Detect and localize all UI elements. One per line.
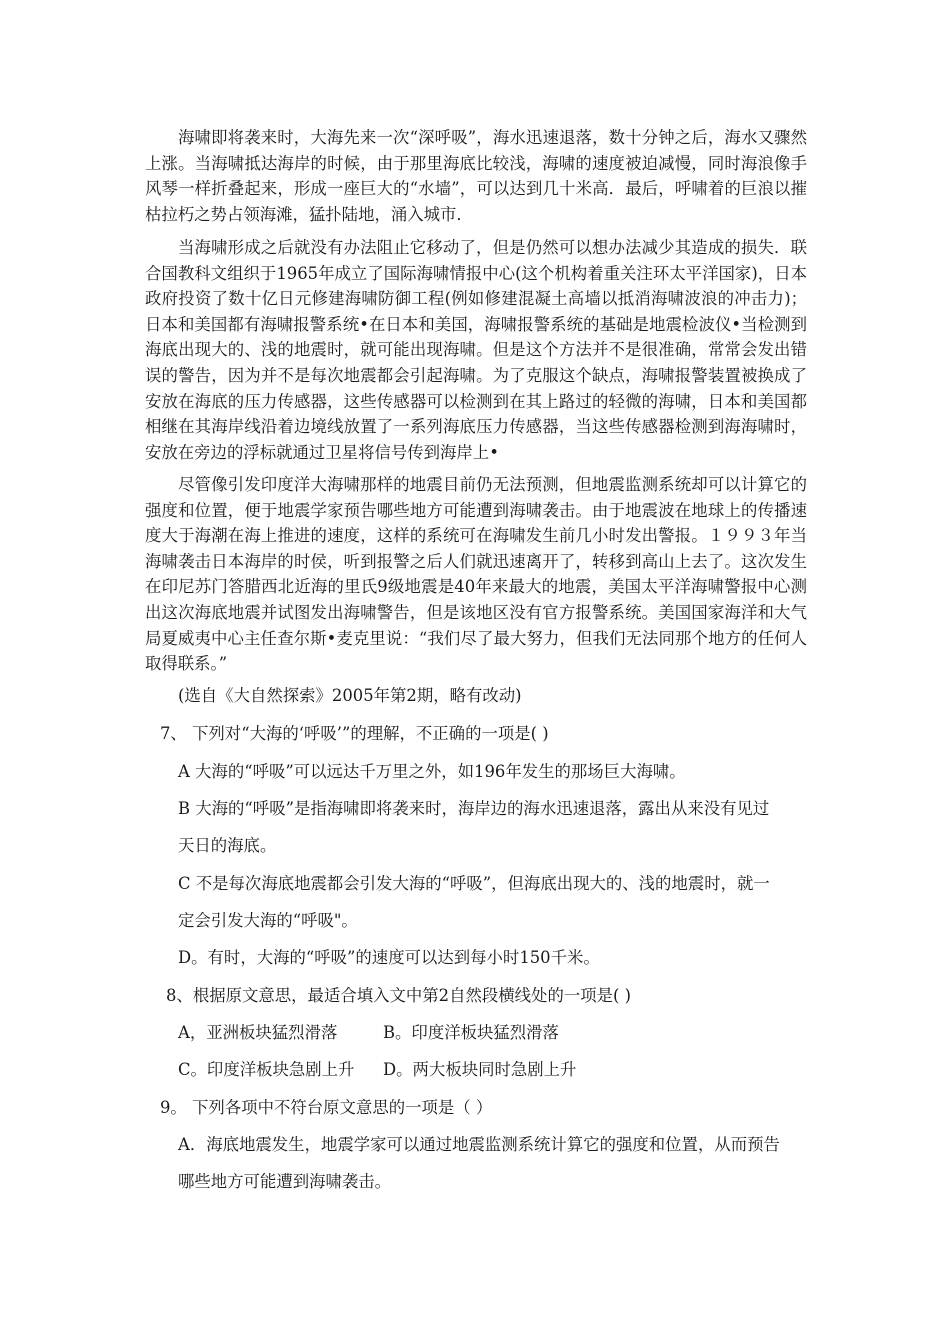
- question-7-stem: 7、 下列对“大海的‘呼吸’”的理解，不正确的一项是( ): [160, 724, 549, 743]
- question-8-stem: 8、根据原文意思，最适合填入文中第2自然段横线处的一项是( ): [166, 986, 632, 1005]
- paragraph-2: 当海啸形成之后就没有办法阻止它移动了，但是仍然可以想办法减少其造成的损失．联合国教科文组织于1965年成立了国际海啸情报中心(这个机构着重关注环太平洋国家)，日本政府投资了数十亿日元修建海啸防御工程(例如修建混凝土高墙以抵消海啸波浪的冲击力)；日本和美国都有海啸报警系统•在日本和美国，海啸报警系统的基础是地震检波仪•当检测到海底出现大的、浅的地震时，就可能出现海啸。但是这个方法并不是很准确，常常会发出错误的警告，因为并不是每次地震都会引起海啸。为了克服这个缺点，海啸报警装置被换成了安放在海底的压力传感器，这些传感器可以检测到在其上路过的轻微的海啸，日本和美国都相继在其海岸线沿着边境线放置了一系列海底压力传感器，当这些传感器检测到海海啸时，安放在旁边的浮标就通过卫星将信号传到海岸上•: [145, 238, 807, 462]
- question-9-stem: 9。 下列各项中不符台原文意思的一项是（ ）: [160, 1098, 493, 1117]
- question-7-option-a: A 大海的“呼吸”可以远达千万里之外，如196年发生的那场巨大海啸。: [178, 762, 686, 781]
- question-7-option-b-cont: 天日的海底。: [178, 836, 277, 855]
- question-7-option-c-cont: 定会引发大海的“呼吸"。: [178, 911, 358, 930]
- question-8-option-b: B。印度洋板块猛烈滑落: [383, 1023, 559, 1042]
- question-8-option-d: D。两大板块同时急剧上升: [383, 1060, 577, 1079]
- source-citation: (选自《大自然探索》2005年第2期，略有改动): [178, 686, 522, 705]
- question-9-option-a-cont: 哪些地方可能遭到海啸袭击。: [178, 1172, 392, 1191]
- question-7-option-d: D。有时，大海的“呼吸”的速度可以达到每小时150千米。: [178, 948, 600, 967]
- question-7-option-b: B 大海的“呼吸”是指海啸即将袭来时，海岸边的海水迅速退落，露出从来没有见过: [178, 799, 770, 818]
- question-9-option-a: A．海底地震发生，地震学家可以通过地震监测系统计算它的强度和位置，从而预告: [178, 1135, 780, 1154]
- question-8-option-a: A，亚洲板块猛烈滑落: [178, 1023, 338, 1042]
- question-7-option-c: C 不是每次海底地震都会引发大海的“呼吸”，但海底出现大的、浅的地震时，就一: [178, 874, 770, 893]
- paragraph-1: 海啸即将袭来时，大海先来一次“深呼吸”，海水迅速退落，数十分钟之后，海水又骤然上涨。当海啸抵达海岸的时候，由于那里海底比较浅，海啸的速度被迫减慢，同时海浪像手风琴一样折叠起来，形成一座巨大的“水墙”，可以达到几十米高．最后，呼啸着的巨浪以摧枯拉朽之势占领海滩，猛扑陆地，涌入城市．: [145, 128, 807, 224]
- question-8-option-c: C。印度洋板块急剧上升: [178, 1060, 355, 1079]
- paragraph-3: 尽管像引发印度洋大海啸那样的地震目前仍无法预测，但地震监测系统却可以计算它的强度和位置，便于地震学家预告哪些地方可能遭到海啸袭击。由于地震波在地球上的传播速度大于海潮在海上推进的速度，这样的系统可在海啸发生前几小时发出警报。１９９３年当海啸袭击日本海岸的时侯，听到报警之后人们就迅速离开了，转移到高山上去了。这次发生在印尼苏门答腊西北近海的里氏9级地震是40年来最大的地震，美国太平洋海啸警报中心测出这次海底地震并试图发出海啸警告，但是该地区没有官方报警系统。美国国家海洋和大气局夏威夷中心主任查尔斯•麦克里说：“我们尽了最大努力，但我们无法同那个地方的任何人取得联系。”: [145, 475, 807, 674]
